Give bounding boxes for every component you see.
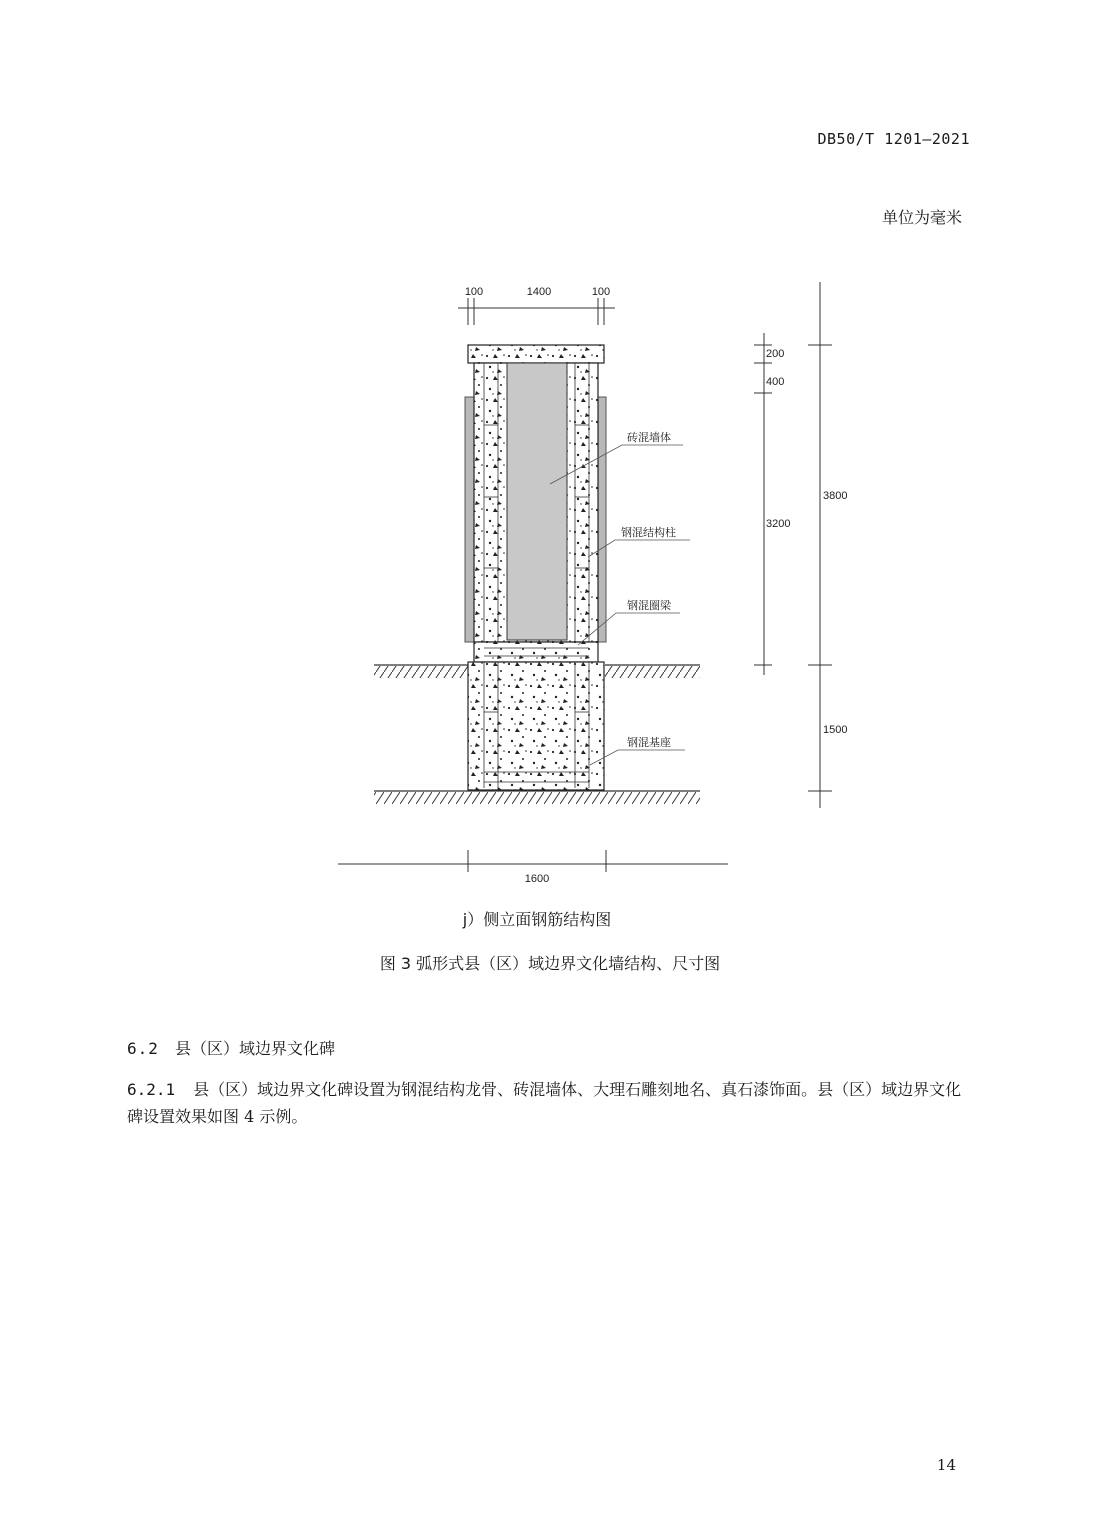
dim-top-mid: 1400 bbox=[526, 286, 552, 298]
side-elevation-drawing bbox=[330, 275, 848, 895]
top-cap bbox=[468, 345, 604, 363]
paragraph bbox=[127, 1076, 977, 1130]
paragraph-text: 县（区）域边界文化碑设置为钢混结构龙骨、砖混墙体、大理石雕刻地名、真石漆饰面。县（区）域边界文化碑设置效果如图 4 示例。 bbox=[127, 1080, 962, 1126]
bottom-dimension bbox=[338, 850, 728, 872]
brick-wall-core bbox=[507, 363, 567, 640]
dim-top-right: 100 bbox=[591, 286, 611, 298]
dim-top-left: 100 bbox=[464, 286, 484, 298]
figure-subcaption: j）侧立面钢筋结构图 bbox=[462, 910, 612, 929]
top-dimension bbox=[458, 298, 615, 325]
rc-base bbox=[468, 662, 604, 790]
section-title: 县（区）域边界文化碑 bbox=[175, 1039, 336, 1058]
figure-caption: 图 3 弧形式县（区）域边界文化墙结构、尺寸图 bbox=[379, 954, 721, 973]
dim-bottom: 1600 bbox=[524, 873, 550, 885]
unit-note: 单位为毫米 bbox=[881, 208, 962, 227]
ground-lower bbox=[374, 791, 700, 804]
structure-figure bbox=[330, 275, 848, 895]
section-number: 6.2 bbox=[127, 1039, 159, 1058]
dim-1500: 1500 bbox=[823, 724, 848, 736]
dim-200: 200 bbox=[766, 348, 785, 360]
right-dimension-lines bbox=[754, 282, 832, 808]
page-number: 14 bbox=[936, 1456, 956, 1474]
document-code: DB50/T 1201—2021 bbox=[817, 130, 970, 148]
ring-beam bbox=[474, 642, 598, 662]
label-rc-base: 钢混基座 bbox=[627, 737, 671, 749]
dim-3200: 3200 bbox=[766, 518, 791, 530]
dim-400: 400 bbox=[766, 376, 785, 388]
label-brick-wall: 砖混墙体 bbox=[627, 432, 671, 444]
dim-3800: 3800 bbox=[823, 490, 848, 502]
label-rc-column: 钢混结构柱 bbox=[621, 527, 676, 539]
paragraph-number: 6.2.1 bbox=[127, 1080, 176, 1099]
section-heading bbox=[127, 1036, 335, 1059]
label-ring-beam: 钢混圈梁 bbox=[627, 600, 671, 612]
left-cladding bbox=[465, 397, 474, 642]
